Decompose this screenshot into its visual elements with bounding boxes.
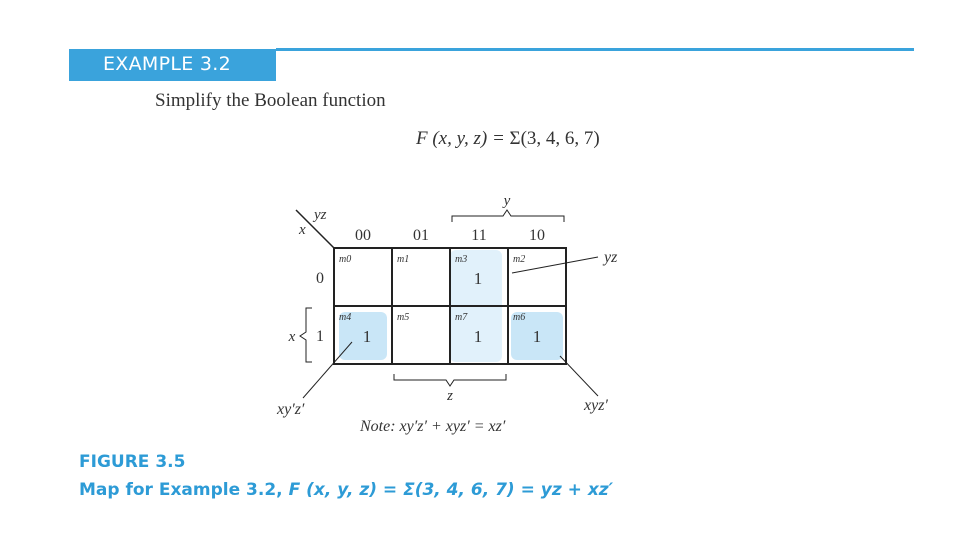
leader-xyz2 — [560, 356, 598, 396]
col-header-00: 00 — [355, 227, 371, 244]
cell-value: 1 — [473, 327, 483, 346]
equation-lhs: F (x, y, z) = — [416, 128, 510, 149]
y-brace-label: y — [503, 193, 511, 209]
minterm-label: m4 — [339, 312, 352, 323]
minterm-label: m1 — [397, 254, 410, 265]
x-brace-label: x — [288, 329, 296, 345]
group-label-xyz1: xy′z′ — [277, 401, 305, 418]
group-label-xyz2: xyz′ — [584, 397, 608, 414]
minterm-label: m3 — [455, 254, 468, 265]
col-header-10: 10 — [529, 227, 545, 244]
figure-caption — [79, 480, 613, 500]
minterm-label: m2 — [513, 254, 526, 265]
cell-value: 1 — [473, 269, 483, 288]
corner-label-yz: yz — [314, 207, 327, 223]
equation-rhs: Σ(3, 4, 6, 7) — [509, 128, 600, 149]
figure-title: FIGURE 3.5 — [79, 452, 186, 472]
row-header-1: 1 — [316, 328, 324, 345]
x-brace — [300, 308, 312, 362]
z-brace-label: z — [447, 388, 453, 404]
cell-value: 1 — [362, 327, 372, 346]
leader-xyz1 — [303, 342, 352, 398]
minterm-label: m7 — [455, 312, 468, 323]
minterm-label: m5 — [397, 312, 410, 323]
example-label: EXAMPLE 3.2 — [103, 53, 232, 75]
note-text: Note: xy′z′ + xyz′ = xz′ — [360, 418, 506, 435]
caption-prefix: Map for Example 3.2, — [79, 480, 289, 500]
col-header-11: 11 — [471, 227, 487, 244]
cell-value: 1 — [532, 327, 542, 346]
caption-formula: F (x, y, z) = Σ(3, 4, 6, 7) = yz + xz′ — [288, 480, 614, 500]
intro-text: Simplify the Boolean function — [155, 90, 386, 111]
y-brace — [452, 210, 564, 222]
group-label-yz: yz — [604, 249, 618, 266]
minterm-label: m6 — [513, 312, 526, 323]
minterm-label: m0 — [339, 254, 352, 265]
col-header-01: 01 — [413, 227, 429, 244]
z-brace — [394, 374, 506, 386]
corner-label-x: x — [299, 222, 306, 238]
row-header-0: 0 — [316, 270, 324, 287]
